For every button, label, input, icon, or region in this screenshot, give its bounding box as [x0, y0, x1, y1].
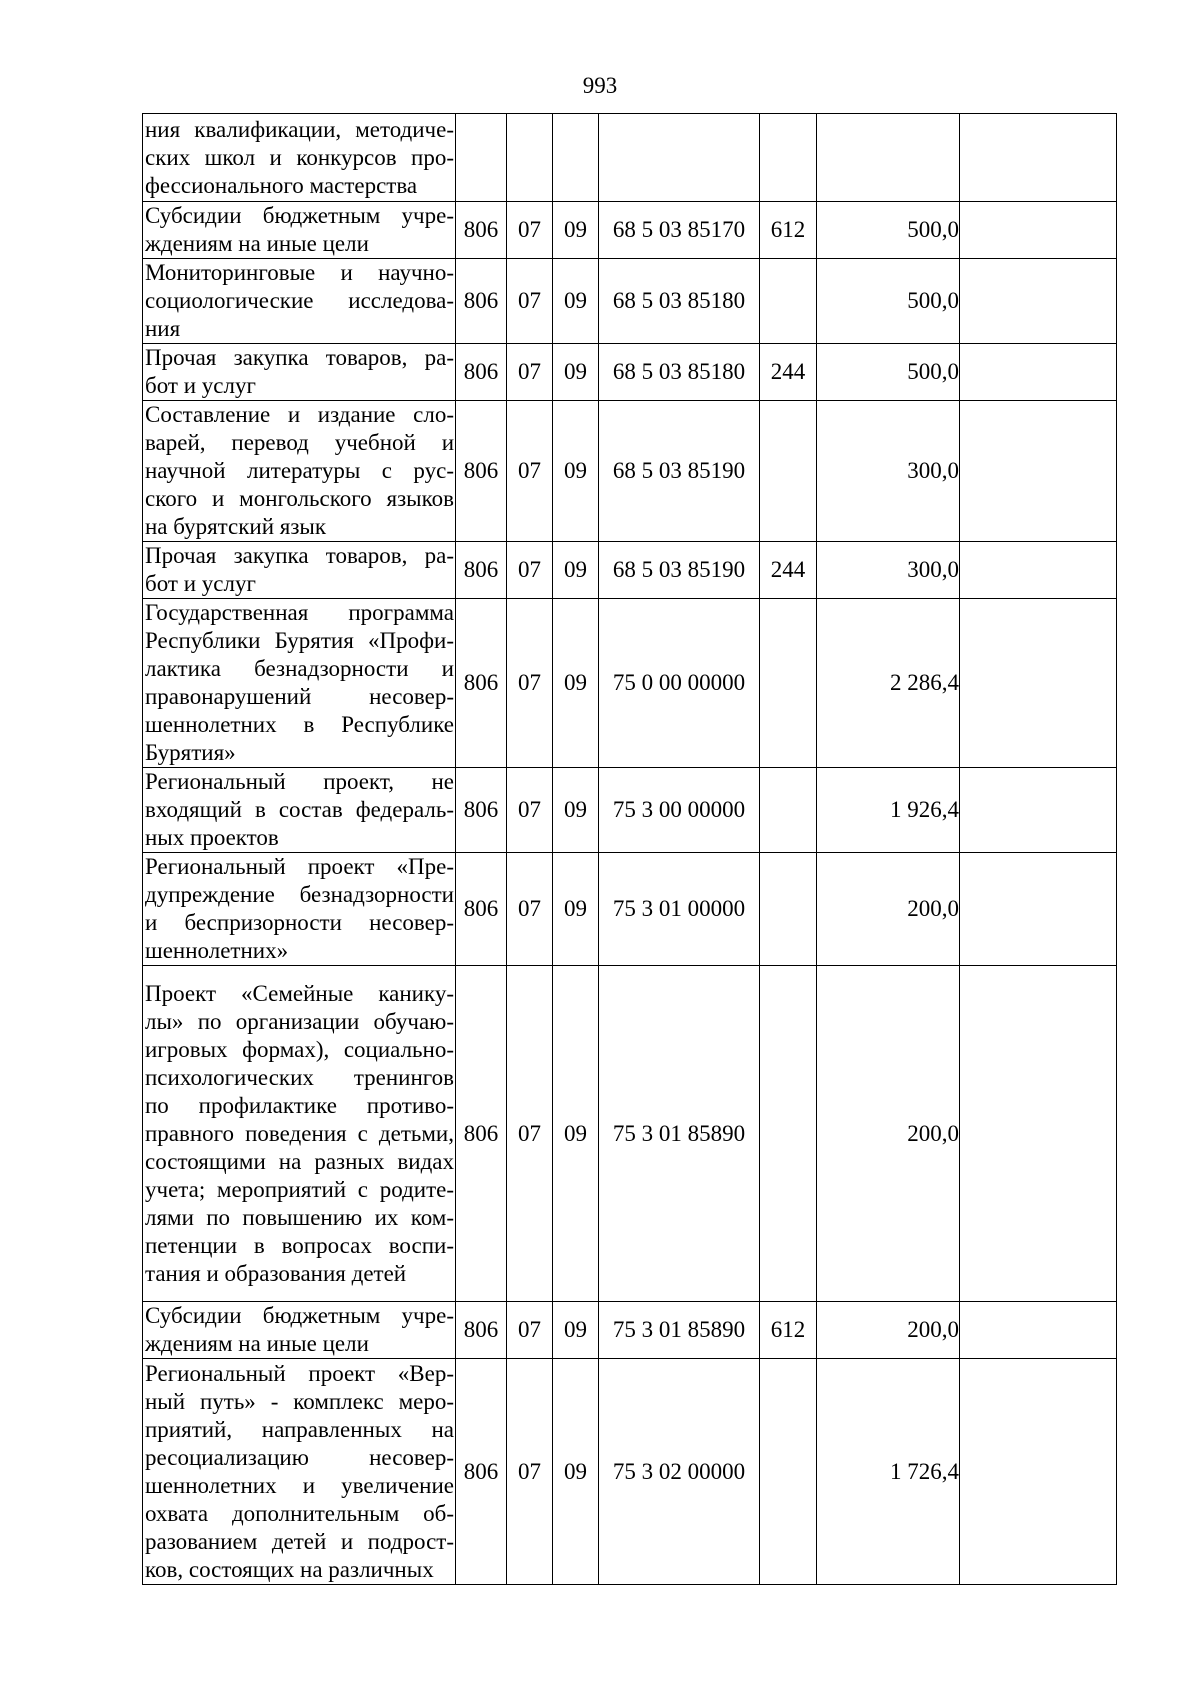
description-line: состоящими на разных видах [145, 1148, 454, 1174]
table-cell-description [143, 1359, 456, 1585]
description-line: Региональный проект «Пре- [145, 854, 454, 879]
table-cell-target-article [599, 114, 760, 202]
table-cell-target-article: 68 5 03 85190 [599, 401, 760, 542]
table-cell-ministry: 806 [456, 1302, 507, 1359]
table-cell-subsection [553, 114, 599, 202]
table-row [143, 259, 1117, 344]
description-line: Государственная программа [145, 600, 454, 625]
table-cell-extra [960, 401, 1117, 542]
description-line: игровых формах), социально- [145, 1036, 454, 1062]
table-cell-section [507, 114, 553, 202]
description-line: Республики Бурятия «Профи- [145, 628, 454, 653]
description-line: правонарушений несовер- [145, 684, 454, 709]
table-cell-ministry: 806 [456, 202, 507, 259]
table-cell-subsection: 09 [553, 202, 599, 259]
table-cell-section: 07 [507, 542, 553, 599]
description-line: входящий в состав федераль- [145, 797, 454, 822]
table-cell-description [143, 1302, 456, 1359]
table-row [143, 1359, 1117, 1585]
description-line: ского и монгольского языков [145, 486, 454, 511]
table-cell-subsection: 09 [553, 599, 599, 768]
table-cell-ministry: 806 [456, 966, 507, 1302]
description-line: разованием детей и подрост- [145, 1528, 454, 1554]
table-cell-amount: 2 286,4 [817, 599, 960, 768]
budget-table [142, 113, 1117, 1585]
table-cell-section: 07 [507, 853, 553, 966]
table-cell-extra [960, 344, 1117, 401]
table-cell-expense-type: 244 [760, 542, 817, 599]
table-cell-ministry: 806 [456, 768, 507, 853]
description-line: бот и услуг [145, 373, 256, 398]
page-number: 993 [582, 73, 618, 98]
table-cell-extra [960, 966, 1117, 1302]
table-row [143, 202, 1117, 259]
table-cell-subsection: 09 [553, 966, 599, 1302]
table-cell-expense-type: 612 [760, 202, 817, 259]
table-cell-amount: 500,0 [817, 344, 960, 401]
table-cell-amount: 1 926,4 [817, 768, 960, 853]
description-line: ков, состоящих на различных [145, 1556, 434, 1582]
description-line: фессионального мастерства [145, 172, 418, 198]
table-row [143, 599, 1117, 768]
table-cell-subsection: 09 [553, 344, 599, 401]
description-line: лы» по организации обучаю- [145, 1008, 454, 1034]
table-row [143, 344, 1117, 401]
description-line: ния [145, 316, 181, 341]
table-cell-target-article: 68 5 03 85170 [599, 202, 760, 259]
description-line: бот и услуг [145, 571, 256, 596]
description-line: научной литературы с рус- [145, 458, 454, 483]
table-cell-section: 07 [507, 966, 553, 1302]
table-cell-expense-type [760, 114, 817, 202]
table-cell-description [143, 768, 456, 853]
table-cell-expense-type: 244 [760, 344, 817, 401]
table-cell-target-article: 68 5 03 85180 [599, 259, 760, 344]
table-cell-ministry: 806 [456, 344, 507, 401]
table-cell-expense-type [760, 853, 817, 966]
description-line: по профилактике противо- [145, 1092, 454, 1118]
table-cell-subsection: 09 [553, 1359, 599, 1585]
table-cell-target-article: 68 5 03 85180 [599, 344, 760, 401]
table-cell-subsection: 09 [553, 401, 599, 542]
table-cell-description [143, 344, 456, 401]
table-row [143, 401, 1117, 542]
table-row [143, 542, 1117, 599]
table-cell-subsection: 09 [553, 853, 599, 966]
table-cell-amount: 500,0 [817, 259, 960, 344]
table-cell-ministry [456, 114, 507, 202]
table-cell-ministry: 806 [456, 542, 507, 599]
description-line: Региональный проект «Вер- [145, 1360, 454, 1386]
description-line: Субсидии бюджетным учре- [145, 1303, 454, 1328]
description-line: Прочая закупка товаров, ра- [145, 543, 454, 568]
table-cell-extra [960, 542, 1117, 599]
table-cell-target-article: 75 0 00 00000 [599, 599, 760, 768]
description-line: на бурятский язык [145, 514, 327, 539]
description-line: Региональный проект, не [145, 769, 454, 794]
table-cell-description [143, 202, 456, 259]
table-cell-section: 07 [507, 599, 553, 768]
description-line: петенции в вопросах воспи- [145, 1232, 454, 1258]
description-line: ния квалификации, методиче- [145, 116, 454, 142]
description-line: охвата дополнительным об- [145, 1500, 454, 1526]
table-cell-extra [960, 853, 1117, 966]
table-cell-expense-type [760, 966, 817, 1302]
table-cell-subsection: 09 [553, 1302, 599, 1359]
description-line: Мониторинговые и научно- [145, 260, 454, 285]
table-cell-description [143, 853, 456, 966]
description-line: Составление и издание сло- [145, 402, 454, 427]
description-line: Проект «Семейные канику- [145, 980, 454, 1006]
table-cell-section: 07 [507, 344, 553, 401]
table-cell-amount: 200,0 [817, 966, 960, 1302]
description-line: ских школ и конкурсов про- [145, 144, 454, 170]
table-cell-ministry: 806 [456, 853, 507, 966]
table-cell-ministry: 806 [456, 259, 507, 344]
description-line: лями по повышению их ком- [145, 1204, 454, 1230]
table-cell-section: 07 [507, 259, 553, 344]
table-cell-amount: 500,0 [817, 202, 960, 259]
table-cell-subsection: 09 [553, 542, 599, 599]
table-cell-ministry: 806 [456, 401, 507, 542]
table-cell-section: 07 [507, 401, 553, 542]
table-row [143, 1302, 1117, 1359]
description-line: Бурятия» [145, 740, 236, 765]
table-cell-expense-type [760, 259, 817, 344]
description-line: ный путь» - комплекс меро- [145, 1388, 454, 1414]
description-line: ных проектов [145, 825, 279, 850]
description-line: дупреждение безнадзорности [145, 882, 454, 907]
table-cell-description [143, 114, 456, 202]
table-cell-description [143, 542, 456, 599]
table-cell-section: 07 [507, 202, 553, 259]
table-cell-amount [817, 114, 960, 202]
description-line: тания и образования детей [145, 1260, 407, 1286]
table-cell-section: 07 [507, 768, 553, 853]
description-line: ждениям на иные цели [145, 231, 369, 256]
table-cell-description [143, 599, 456, 768]
description-line: правного поведения с детьми, [145, 1120, 454, 1146]
table-cell-ministry: 806 [456, 1359, 507, 1585]
table-cell-expense-type [760, 1359, 817, 1585]
description-line: варей, перевод учебной и [145, 430, 454, 455]
table-cell-description [143, 401, 456, 542]
description-line: шеннолетних в Республике [145, 712, 454, 737]
table-cell-extra [960, 202, 1117, 259]
table-cell-expense-type [760, 768, 817, 853]
table-cell-extra [960, 599, 1117, 768]
table-cell-description [143, 966, 456, 1302]
table-cell-expense-type: 612 [760, 1302, 817, 1359]
description-line: социологические исследова- [145, 288, 454, 313]
description-line: ждениям на иные цели [145, 1331, 369, 1356]
description-line: шеннолетних» [145, 938, 289, 963]
table-row [143, 114, 1117, 202]
table-cell-amount: 1 726,4 [817, 1359, 960, 1585]
description-line: приятий, направленных на [145, 1416, 454, 1442]
table-cell-amount: 200,0 [817, 853, 960, 966]
table-row [143, 853, 1117, 966]
table-cell-target-article: 68 5 03 85190 [599, 542, 760, 599]
table-row [143, 966, 1117, 1302]
table-cell-target-article: 75 3 01 85890 [599, 1302, 760, 1359]
table-cell-section: 07 [507, 1359, 553, 1585]
table-cell-ministry: 806 [456, 599, 507, 768]
table-cell-expense-type [760, 401, 817, 542]
table-cell-amount: 200,0 [817, 1302, 960, 1359]
table-cell-target-article: 75 3 00 00000 [599, 768, 760, 853]
description-line: Субсидии бюджетным учре- [145, 203, 454, 228]
description-line: Прочая закупка товаров, ра- [145, 345, 454, 370]
table-cell-extra [960, 1302, 1117, 1359]
table-cell-extra [960, 1359, 1117, 1585]
table-cell-extra [960, 768, 1117, 853]
table-cell-description [143, 259, 456, 344]
table-cell-extra [960, 114, 1117, 202]
description-line: учета; мероприятий с родите- [145, 1176, 454, 1202]
table-cell-subsection: 09 [553, 259, 599, 344]
table-cell-amount: 300,0 [817, 401, 960, 542]
table-cell-section: 07 [507, 1302, 553, 1359]
description-line: лактика безнадзорности и [145, 656, 454, 681]
table-cell-target-article: 75 3 01 00000 [599, 853, 760, 966]
description-line: и беспризорности несовер- [145, 910, 454, 935]
table-cell-extra [960, 259, 1117, 344]
table-cell-expense-type [760, 599, 817, 768]
description-line: психологических тренингов [145, 1064, 454, 1090]
table-cell-target-article: 75 3 02 00000 [599, 1359, 760, 1585]
table-cell-target-article: 75 3 01 85890 [599, 966, 760, 1302]
table-cell-amount: 300,0 [817, 542, 960, 599]
table-cell-subsection: 09 [553, 768, 599, 853]
description-line: шеннолетних и увеличение [145, 1472, 454, 1498]
description-line: ресоциализацию несовер- [145, 1444, 454, 1470]
table-row [143, 768, 1117, 853]
